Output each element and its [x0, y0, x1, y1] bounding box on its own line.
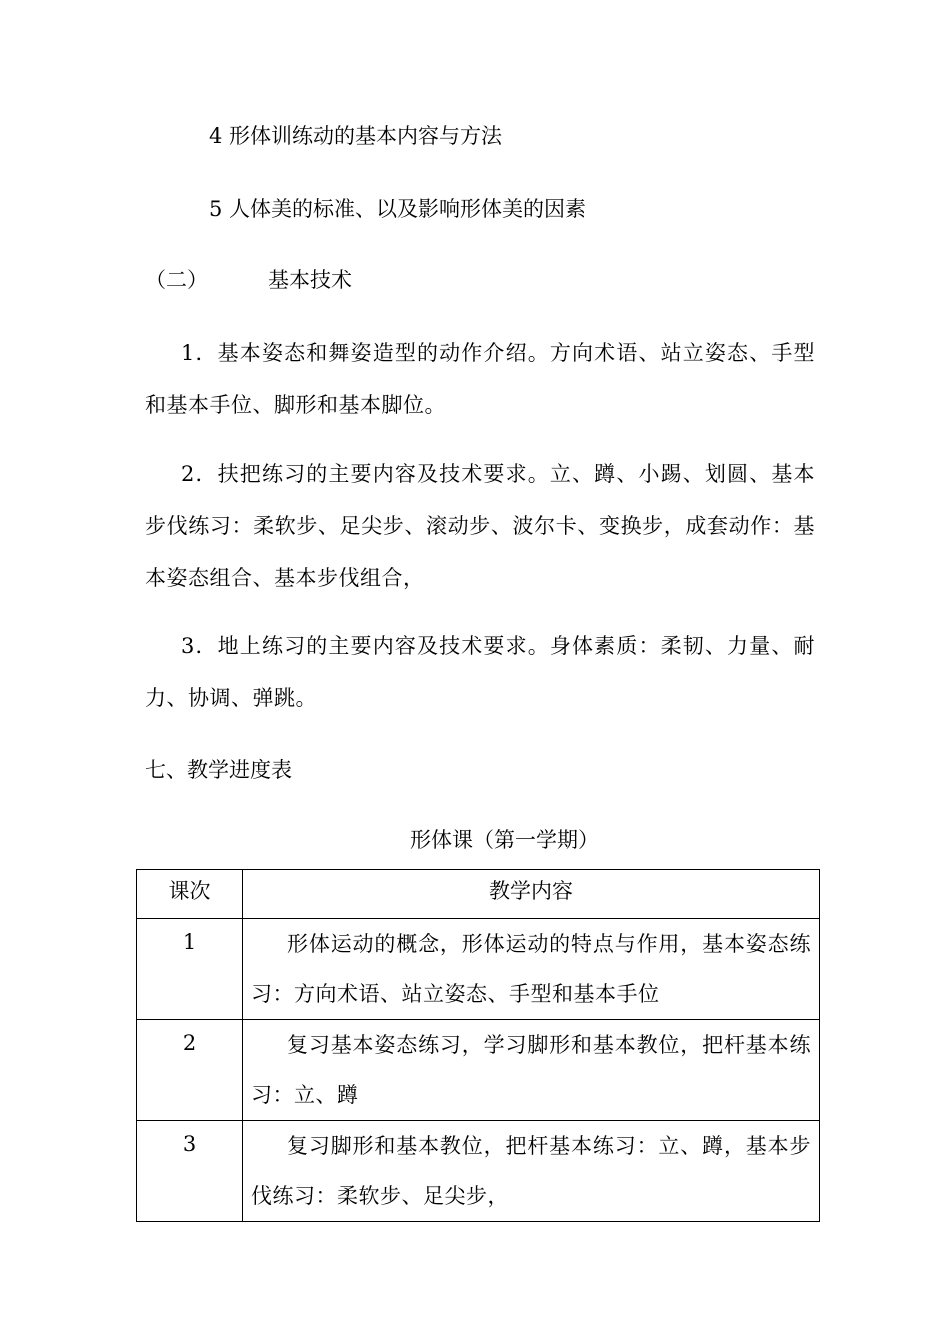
section-seven-heading: 七、教学进度表 [145, 758, 292, 782]
header-teaching-content: 教学内容 [243, 870, 820, 919]
lesson-content: 复习脚形和基本教位，把杆基本练习：立、蹲，基本步伐练习：柔软步、足尖步， [243, 1121, 820, 1222]
section-two-title: 基本技术 [268, 268, 352, 292]
paragraph-basic-posture: 1．基本姿态和舞姿造型的动作介绍。方向术语、站立姿态、手型和基本手位、脚形和基本脚位。 [145, 341, 815, 417]
lesson-content: 复习基本姿态练习，学习脚形和基本教位，把杆基本练习：立、蹲 [243, 1020, 820, 1121]
list-item-5: 5 人体美的标准、以及影响形体美的因素 [209, 197, 587, 221]
lesson-content: 形体运动的概念，形体运动的特点与作用，基本姿态练习：方向术语、站立姿态、手型和基本手位 [243, 919, 820, 1020]
table-header-row [137, 870, 820, 919]
lesson-number: 1 [137, 919, 243, 1020]
section-two-number: （二） [145, 268, 208, 292]
header-lesson-number: 课次 [137, 870, 243, 919]
table-row [137, 1121, 820, 1222]
paragraph-floor-practice: 3．地上练习的主要内容及技术要求。身体素质：柔韧、力量、耐力、协调、弹跳。 [145, 634, 815, 710]
table-row [137, 1020, 820, 1121]
list-item-4: 4 形体训练动的基本内容与方法 [209, 124, 503, 148]
lesson-number: 2 [137, 1020, 243, 1121]
lesson-number: 3 [137, 1121, 243, 1222]
paragraph-barre-practice: 2．扶把练习的主要内容及技术要求。立、蹲、小踢、划圆、基本步伐练习：柔软步、足尖步、滚动步、波尔卡、变换步，成套动作：基本姿态组合、基本步伐组合， [145, 462, 815, 590]
teaching-schedule-table [136, 869, 820, 1222]
table-caption: 形体课（第一学期） [410, 828, 599, 852]
table-row [137, 919, 820, 1020]
